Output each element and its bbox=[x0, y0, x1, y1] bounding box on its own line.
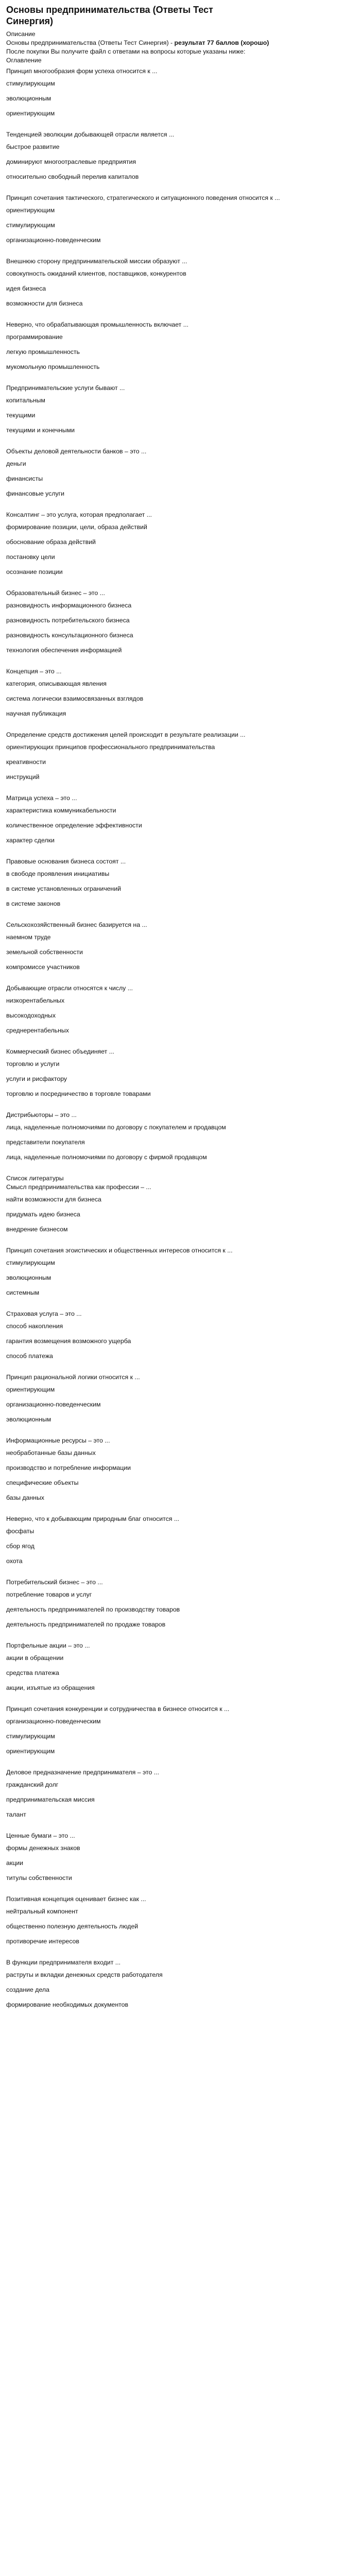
question-text: Список литературы bbox=[6, 1175, 64, 1182]
answer-option: производство и потребление информации bbox=[6, 1464, 131, 1471]
answer-option: системным bbox=[6, 1289, 40, 1296]
answer-option: потребление товаров и услуг bbox=[6, 1591, 92, 1598]
answer-option: деятельность предпринимателей по производству товаров bbox=[6, 1606, 180, 1613]
description-text bbox=[6, 39, 355, 47]
question-text: Информационные ресурсы – это ... bbox=[6, 1437, 110, 1444]
question-block bbox=[6, 1958, 355, 2009]
answer-option: в системе законов bbox=[6, 900, 61, 907]
description-result: результат 77 баллов (хорошо) bbox=[174, 39, 269, 46]
question-text: Сельскохозяйственный бизнес базируется на ... bbox=[6, 921, 147, 928]
question-text: Добывающие отрасли относятся к числу ... bbox=[6, 985, 133, 992]
question-block bbox=[6, 1047, 355, 1098]
answer-option: постановку цели bbox=[6, 553, 55, 561]
answer-option: креативности bbox=[6, 758, 46, 766]
answer-option: акции в обращении bbox=[6, 1654, 64, 1662]
answer-option: характеристика коммуникабельности bbox=[6, 807, 116, 814]
answer-option: способ накопления bbox=[6, 1323, 63, 1330]
answer-option: найти возможности для бизнеса bbox=[6, 1196, 101, 1203]
question-block bbox=[6, 1578, 355, 1629]
answer-option: эволюционным bbox=[6, 1274, 51, 1281]
question-block bbox=[6, 857, 355, 908]
answer-option: наемном труде bbox=[6, 934, 51, 941]
question-block bbox=[6, 1373, 355, 1424]
answer-option: ориентирующим bbox=[6, 110, 55, 117]
question-text: Деловое предназначение предпринимателя – это ... bbox=[6, 1769, 160, 1776]
question-block bbox=[6, 1246, 355, 1297]
question-text: Внешнюю сторону предпринимательской миссии образуют ... bbox=[6, 258, 187, 265]
question-block bbox=[6, 67, 355, 118]
answer-option: титулы собственности bbox=[6, 1874, 72, 1882]
question-block bbox=[6, 731, 355, 782]
answer-option: ориентирующим bbox=[6, 207, 55, 214]
answer-option: ориентирующих принципов профессионального предпринимательства bbox=[6, 743, 215, 751]
answer-option: разновидность консультационного бизнеса bbox=[6, 632, 133, 639]
question-text: Портфельные акции – это ... bbox=[6, 1642, 90, 1649]
answer-option: торговлю и услуги bbox=[6, 1060, 60, 1067]
answer-option: акции, изъятые из обращения bbox=[6, 1684, 95, 1691]
question-text: Неверно, что к добывающим природным благ относится ... bbox=[6, 1515, 180, 1522]
question-list bbox=[6, 67, 355, 2009]
toc-label: Оглавление bbox=[6, 57, 42, 64]
question-block bbox=[6, 1768, 355, 1819]
answer-option: услуги и рисфактору bbox=[6, 1075, 67, 1082]
answer-option: высокодоходных bbox=[6, 1012, 56, 1019]
answer-option: фосфаты bbox=[6, 1528, 35, 1535]
question-text: Страховая услуга – это ... bbox=[6, 1310, 82, 1317]
question-block bbox=[6, 667, 355, 718]
answer-option: деньги bbox=[6, 460, 26, 467]
answer-option: категория, описывающая явления bbox=[6, 680, 107, 687]
answer-option: научная публикация bbox=[6, 710, 66, 717]
question-text: В функции предпринимателя входит ... bbox=[6, 1959, 121, 1966]
question-text: Позитивная концепция оценивает бизнес как ... bbox=[6, 1895, 146, 1903]
answer-option: организационно-поведенческим bbox=[6, 1401, 101, 1408]
answer-option: копитальным bbox=[6, 397, 45, 404]
question-text: Принцип рациональной логики относится к ... bbox=[6, 1374, 140, 1381]
question-text: Образовательный бизнес – это ... bbox=[6, 589, 105, 597]
answer-option: разновидность информационного бизнеса bbox=[6, 602, 132, 609]
answer-option: программирование bbox=[6, 333, 63, 341]
answer-option: лица, наделенные полномочиями по договору с покупателем и продавцом bbox=[6, 1124, 226, 1131]
question-block bbox=[6, 1174, 355, 1234]
question-text: Потребительский бизнес – это ... bbox=[6, 1579, 103, 1586]
question-text: Тенденцией эволюции добывающей отрасли является ... bbox=[6, 131, 175, 138]
answer-option: гарантия возмещения возможного ущерба bbox=[6, 1337, 131, 1345]
question-text: Принцип сочетания тактического, стратегического и ситуационного поведения относится к ... bbox=[6, 194, 280, 201]
answer-option: формы денежных знаков bbox=[6, 1844, 80, 1852]
question-block bbox=[6, 1436, 355, 1502]
answer-option: внедрение бизнесом bbox=[6, 1226, 68, 1233]
question-block bbox=[6, 384, 355, 435]
answer-option: текущими и конечными bbox=[6, 427, 75, 434]
question-text: Неверно, что обрабатывающая промышленность включает ... bbox=[6, 321, 188, 328]
answer-option: сбор ягод bbox=[6, 1543, 35, 1550]
question-block bbox=[6, 447, 355, 498]
answer-option: предпринимательская миссия bbox=[6, 1796, 95, 1803]
answer-option: низкорентабельных bbox=[6, 997, 65, 1004]
question-text: Предпринимательские услуги бывают ... bbox=[6, 384, 125, 392]
answer-option: организационно-поведенческим bbox=[6, 1718, 101, 1725]
answer-option: технология обеспечения информацией bbox=[6, 647, 122, 654]
answer-option: разновидность потребительского бизнеса bbox=[6, 617, 130, 624]
question-text: Принцип сочетания конкуренции и сотрудничества в бизнесе относится к ... bbox=[6, 1705, 230, 1713]
description-label: Описание bbox=[6, 30, 36, 38]
question-text: Принцип сочетания эгоистических и общественных интересов относится к ... bbox=[6, 1247, 233, 1254]
answer-option: создание дела bbox=[6, 1986, 49, 1993]
answer-option: стимулирующим bbox=[6, 1733, 55, 1740]
question-text: Концепция – это ... bbox=[6, 668, 62, 675]
answer-option: инструкций bbox=[6, 773, 40, 781]
description-block bbox=[6, 30, 355, 65]
answer-option: нейтральный компонент bbox=[6, 1908, 78, 1915]
question-block bbox=[6, 1832, 355, 1883]
question-block bbox=[6, 1310, 355, 1361]
question-text: Смысл предпринимательства как профессии – ... bbox=[6, 1183, 151, 1191]
question-block bbox=[6, 1895, 355, 1946]
answer-option: необработанные базы данных bbox=[6, 1449, 96, 1456]
answer-option: раструты и вкладки денежных средств работодателя bbox=[6, 1971, 163, 1978]
answer-option: быстрое развитие bbox=[6, 143, 60, 150]
answer-option: характер сделки bbox=[6, 837, 55, 844]
question-block bbox=[6, 194, 355, 245]
answer-option: ориентирующим bbox=[6, 1748, 55, 1755]
answer-option: охота bbox=[6, 1557, 23, 1565]
answer-option: легкую промышленность bbox=[6, 348, 80, 355]
question-text: Правовые основания бизнеса состоят ... bbox=[6, 858, 126, 865]
answer-option: стимулирующим bbox=[6, 222, 55, 229]
answer-option: обоснование образа действий bbox=[6, 538, 96, 546]
question-block bbox=[6, 794, 355, 845]
question-block bbox=[6, 511, 355, 577]
question-text: Объекты деловой деятельности банков – это ... bbox=[6, 448, 147, 455]
answer-option: формирование необходимых документов bbox=[6, 2001, 129, 2008]
answer-option: среднерентабельных bbox=[6, 1027, 69, 1034]
answer-option: мукомольную промышленность bbox=[6, 363, 100, 370]
answer-option: средства платежа bbox=[6, 1669, 59, 1676]
answer-option: организационно-поведенческим bbox=[6, 236, 101, 244]
answer-option: гражданский долг bbox=[6, 1781, 59, 1788]
answer-option: акции bbox=[6, 1859, 23, 1867]
answer-option: идея бизнеса bbox=[6, 285, 46, 292]
description-intro: Основы предпринимательства (Ответы Тест Синергия) - bbox=[6, 39, 175, 46]
question-block bbox=[6, 320, 355, 371]
question-text: Матрица успеха – это ... bbox=[6, 794, 77, 802]
question-block bbox=[6, 1515, 355, 1566]
answer-option: торговлю и посредничество в торговле товарами bbox=[6, 1090, 151, 1097]
answer-option: стимулирующим bbox=[6, 1259, 55, 1266]
answer-option: общественно полезную деятельность людей bbox=[6, 1923, 139, 1930]
answer-option: в свободе проявления инициативы bbox=[6, 870, 110, 877]
question-block bbox=[6, 921, 355, 972]
answer-option: лица, наделенные полномочиями по договору с фирмой продавцом bbox=[6, 1154, 207, 1161]
answer-option: стимулирующим bbox=[6, 80, 55, 87]
answer-option: деятельность предпринимателей по продаже товаров bbox=[6, 1621, 166, 1628]
question-block bbox=[6, 1705, 355, 1756]
answer-option: противоречие интересов bbox=[6, 1938, 79, 1945]
question-block bbox=[6, 984, 355, 1035]
question-text: Определение средств достижения целей происходит в результате реализации ... bbox=[6, 731, 246, 738]
page-title: Основы предпринимательства (Ответы Тест Синергия) bbox=[6, 5, 213, 26]
answer-option: доминируют многоотраслевые предприятия bbox=[6, 158, 136, 165]
question-text: Дистрибьюторы – это ... bbox=[6, 1111, 77, 1118]
answer-option: совокупность ожиданий клиентов, поставщиков, конкурентов bbox=[6, 270, 186, 277]
answer-option: компромиссе участников bbox=[6, 963, 80, 971]
answer-option: финансовые услуги bbox=[6, 490, 64, 497]
answer-option: относительно свободный перелив капиталов bbox=[6, 173, 139, 180]
answer-option: количественное определение эффективности bbox=[6, 822, 142, 829]
answer-option: текущими bbox=[6, 412, 36, 419]
answer-option: осознание позиции bbox=[6, 568, 63, 575]
answer-option: финансисты bbox=[6, 475, 43, 482]
answer-option: земельной собственности bbox=[6, 948, 83, 956]
answer-option: представители покупателя bbox=[6, 1139, 85, 1146]
answer-option: эволюционным bbox=[6, 95, 51, 102]
question-block bbox=[6, 1111, 355, 1162]
answer-option: система логически взаимосвязанных взглядов bbox=[6, 695, 144, 702]
answer-option: талант bbox=[6, 1811, 26, 1818]
answer-option: ориентирующим bbox=[6, 1386, 55, 1393]
question-block bbox=[6, 1641, 355, 1692]
after-purchase-note: После покупки Вы получите файл с ответами на вопросы которые указаны ниже: bbox=[6, 48, 246, 55]
question-block bbox=[6, 257, 355, 308]
answer-option: возможности для бизнеса bbox=[6, 300, 83, 307]
answer-option: способ платежа bbox=[6, 1352, 53, 1360]
question-text: Консалтинг – это услуга, которая предполагает ... bbox=[6, 511, 152, 518]
answer-option: в системе установленных ограничений bbox=[6, 885, 121, 892]
answer-option: формирование позиции, цели, образа действий bbox=[6, 523, 147, 531]
answer-option: базы данных bbox=[6, 1494, 44, 1501]
answer-option: специфические объекты bbox=[6, 1479, 79, 1486]
answer-option: эволюционным bbox=[6, 1416, 51, 1423]
question-block bbox=[6, 130, 355, 181]
question-block bbox=[6, 589, 355, 655]
answer-option: придумать идею бизнеса bbox=[6, 1211, 80, 1218]
question-text: Коммерческий бизнес объединяет ... bbox=[6, 1048, 114, 1055]
question-text: Принцип многообразия форм успеха относится к ... bbox=[6, 67, 158, 75]
question-text: Ценные бумаги – это ... bbox=[6, 1832, 75, 1839]
